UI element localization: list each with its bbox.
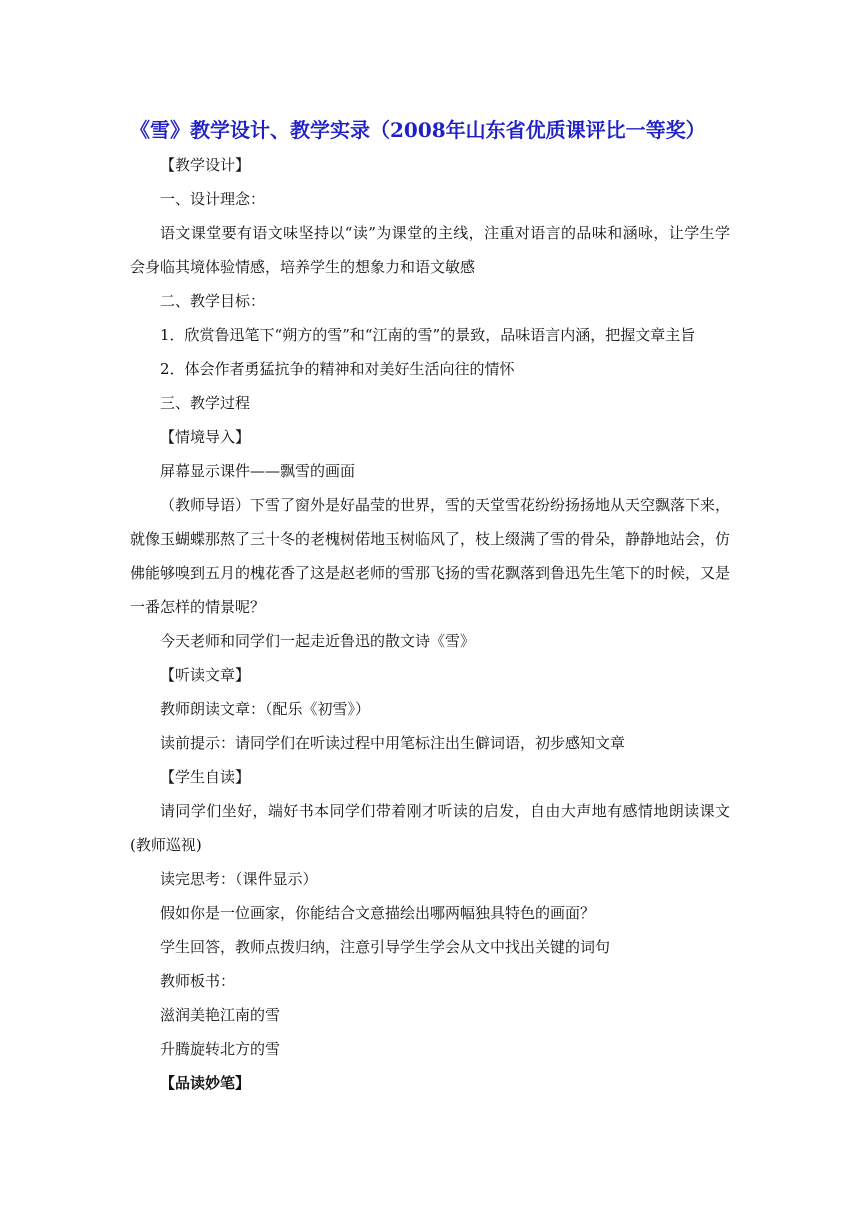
section-heading-teaching-process: 三、教学过程 xyxy=(160,394,251,412)
paragraph-self-reading-instruction: 请同学们坐好，端好书本同学们带着刚才听读的启发，自由大声地有感情地朗读课文(教师巡视) xyxy=(130,802,730,854)
step-heading-situation-intro: 【情境导入】 xyxy=(160,428,251,446)
paragraph-teacher-reading: 教师朗读文章：（配乐《初雪》） xyxy=(160,700,371,718)
blackboard-line-1: 滋润美艳江南的雪 xyxy=(160,1006,281,1024)
paragraph-after-reading-think: 读完思考：（课件显示） xyxy=(160,870,318,888)
goal-item-2: 2．体会作者勇猛抗争的精神和对美好生活向往的情怀 xyxy=(160,360,515,378)
paragraph-question: 假如你是一位画家，你能结合文意描绘出哪两幅独具特色的画面？ xyxy=(160,904,596,922)
goal-item-1: 1．欣赏鲁迅笔下“朔方的雪”和“江南的雪”的景致，品味语言内涵，把握文章主旨 xyxy=(160,326,696,344)
paragraph-design-concept: 语文课堂要有语文味坚持以“读”为课堂的主线，注重对语言的品味和涵咏，让学生学会身临其境体验情感，培养学生的想象力和语文敏感 xyxy=(130,224,730,276)
paragraph-teacher-intro: （教师导语）下雪了窗外是好晶莹的世界，雪的天堂雪花纷纷扬扬地从天空飘落下来，就像玉蝴蝶那熬了三十冬的老槐树偌地玉树临风了，枝上缀满了雪的骨朵，静静地站会，仿佛能够嗅到五月的槐花香了这是赵老师的雪那飞扬的雪花飘落到鲁迅先生笔下的时候，又是一番怎样的情景呢？ xyxy=(130,496,731,616)
step-heading-self-reading: 【学生自读】 xyxy=(160,768,251,786)
step-heading-appreciation: 【品读妙笔】 xyxy=(160,1074,251,1092)
paragraph-reading-tip: 读前提示：请同学们在听读过程中用笔标注出生僻词语，初步感知文章 xyxy=(160,734,626,752)
section-heading-teaching-goals: 二、教学目标： xyxy=(160,292,266,310)
section-heading-design-concept: 一、设计理念： xyxy=(160,190,266,208)
section-heading-teaching-design: 【教学设计】 xyxy=(160,156,251,174)
paragraph-blackboard-label: 教师板书： xyxy=(160,972,236,990)
document-title: 《雪》教学设计、教学实录（2008年山东省优质课评比一等奖） xyxy=(130,118,706,142)
blackboard-line-2: 升腾旋转北方的雪 xyxy=(160,1040,281,1058)
paragraph-screen-display: 屏幕显示课件——飘雪的画面 xyxy=(160,462,356,480)
document-body xyxy=(130,148,730,1100)
step-heading-listening: 【听读文章】 xyxy=(160,666,251,684)
paragraph-today-lesson: 今天老师和同学们一起走近鲁迅的散文诗《雪》 xyxy=(160,632,476,650)
paragraph-student-answer: 学生回答，教师点拨归纳，注意引导学生学会从文中找出关键的词句 xyxy=(160,938,611,956)
